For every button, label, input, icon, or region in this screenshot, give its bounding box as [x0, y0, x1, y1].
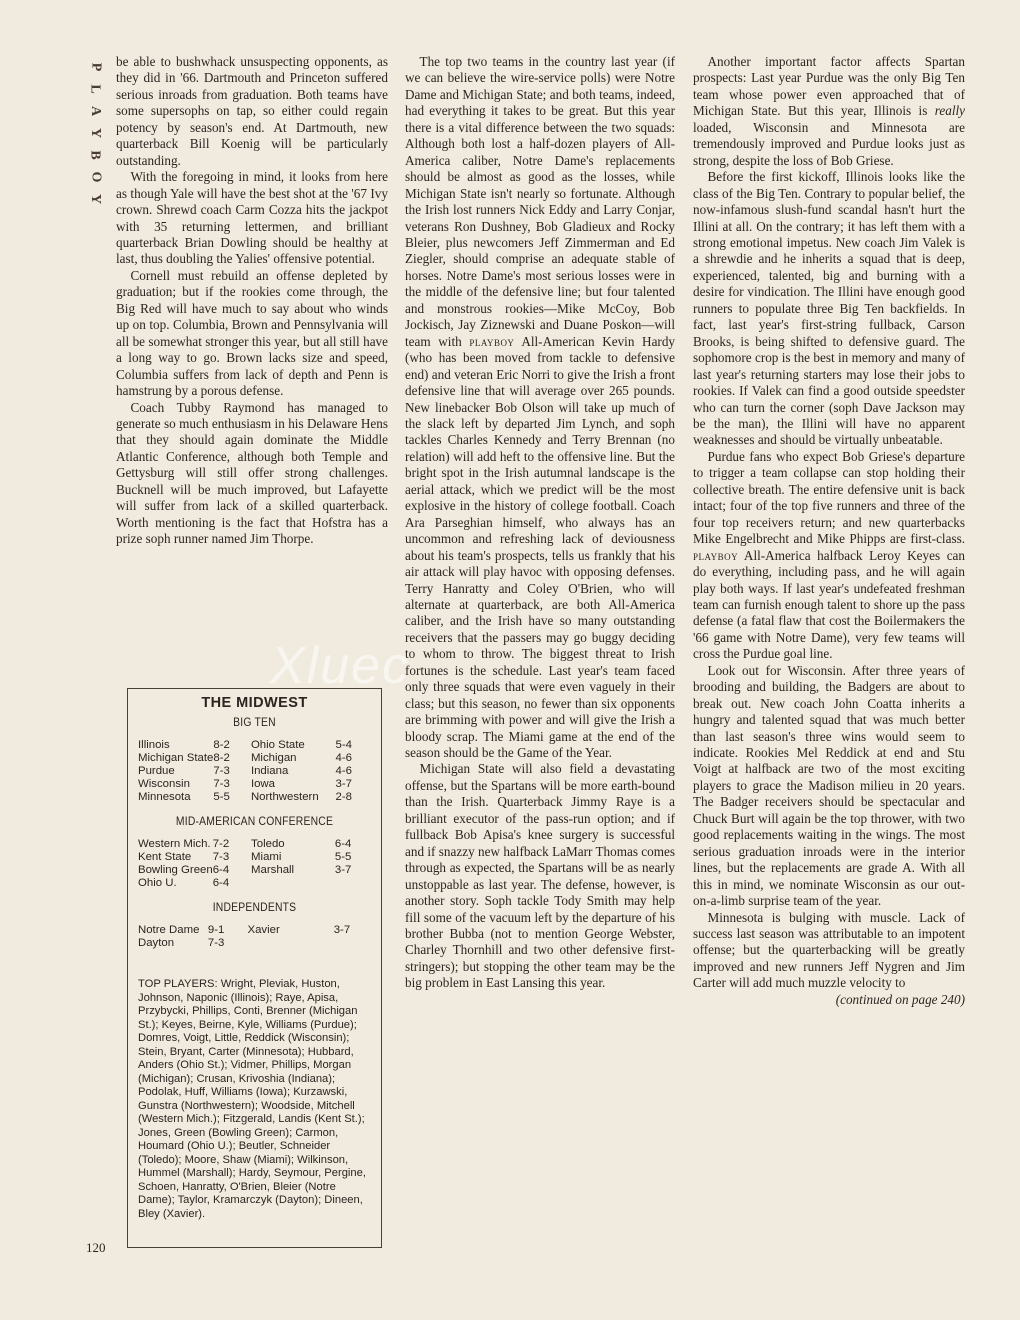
standings-row	[138, 877, 371, 890]
team-record: 6-4	[334, 838, 352, 850]
paragraph: Michigan State will also field a devastating offense, but the Spartans will be more earth-bound than the Irish. Quarterback Jimmy Raye is a brilliant executor of the pass-run option; and if fullback Bob Apisa's knee surgery is successful and if snazzy new halfback LaMarr Thomas comes through as expected, the Spartans will be as nearly unstoppable as last year. The defense, however, is another story. Soph tackle Tody Smith may help fill some of the vacuum left by the departure of his brother Bubba (not to mention George Webster, Charley Thornhill and two other defensive first-stringers); but stopping the other team may be the big problem in East Lansing this year.	[405, 761, 675, 991]
team-name: Indiana	[250, 765, 289, 777]
paragraph: Look out for Wisconsin. After three years of brooding and building, the Badgers are about to break out. New coach John Coatta inherits a hungry and talented squad that was much better than last season's three wins would seem to indicate. Rookies Mel Reddick at end and Stu Voigt at halfback are two of the most exciting players to grace the Madison milieu in 20 years. The Badger receivers should be spectacular and Chuck Burt will again be the top thrower, with two good replacements waiting in the wings. The most serious graduation inroads were in the interior lines, but the replacements are grade A. With all this in mind, we nominate Wisconsin as our out-on-a-limb surprise team of the year.	[693, 662, 965, 909]
standings-row	[138, 924, 371, 937]
team-record: 4-6	[335, 765, 352, 777]
team-name: Michigan State	[138, 752, 214, 764]
playboy-mark: playboy	[693, 548, 739, 563]
paragraph-text: loaded, Wisconsin and Minnesota are tremendously improved and Purdue looks just as strong, despite the loss of Bob Griese.	[693, 119, 965, 168]
team-name: Ohio U.	[138, 877, 177, 889]
team-record: 3-7	[333, 924, 351, 936]
standings-row	[138, 851, 371, 864]
watermark: Xluec	[270, 637, 411, 695]
team-name: Notre Dame	[138, 924, 200, 936]
paragraph: Before the first kickoff, Illinois looks like the class of the Big Ten. Contrary to popular belief, the now-infamous slush-fund scandal hasn't hurt the Illini at all. On the contrary; it has left them with a strong emotional impetus. New coach Jim Valek is a shrewdie and he inherits a squad that is deep, experienced, talented, big and burning with a desire for vindication. The Illini have enough good runners to populate three Big Ten backfields. In fact, last year's first-string fullback, Carson Brooks, is being shifted to defensive guard. The sophomore crop is the best in memory and many of last year's returning starters may lose their jobs to rookies. If Valek can find a good outside speedster who can turn the corner (soph Dave Jackson may be the man), the Illini will have no apparent weaknesses and should be virtually unbeatable.	[693, 169, 965, 448]
team-name: Michigan	[250, 752, 297, 764]
standings-row	[138, 937, 371, 950]
team-record: 6-4	[212, 877, 230, 889]
team-record: 3-7	[334, 864, 352, 876]
team-record: 5-4	[335, 739, 352, 751]
team-name: Marshall	[251, 864, 295, 876]
team-name: Dayton	[138, 937, 175, 949]
team-name: Bowling Green	[138, 864, 213, 876]
team-record: 2-8	[335, 791, 352, 803]
team-record: 8-2	[213, 739, 230, 751]
team-record: 7-3	[213, 778, 230, 790]
spine-letter: P	[88, 62, 103, 72]
team-record: 4-6	[335, 752, 352, 764]
spine-playboy	[84, 56, 103, 210]
standings-row	[138, 778, 371, 791]
emphasis: really	[934, 103, 966, 119]
box-title: THE MIDWEST	[201, 695, 308, 711]
paragraph-text: The top two teams in the country last year (if we can believe the wire-service polls) were Notre Dame and Michigan State; and both teams, indeed, had everything it takes to be great. But this year there is a vital difference between the two squads: Although both lost a half-dozen players of All-America caliber, Notre Dame's replacements should be almost as good as the losses, while Michigan State isn't nearly so fortunate. Although the Irish lost runners Nick Eddy and Larry Conjar, veterans Ron Dushney, Bob Gladieux and Rocky Bleier, plus newcomers Jeff Zimmerman and Ed Ziegler, should comprise an adequate stable of horses. Notre Dame's most serious losses were in the middle of the defensive line; but four talented and monstrous rookies—Mike McCoy, Bob Jockisch, Jay Ziznewski and Duane Poskon—will team with	[405, 54, 675, 349]
independents-table	[138, 924, 371, 950]
team-name: Northwestern	[250, 791, 319, 803]
paragraph-text: Purdue fans who expect Bob Griese's departure to trigger a team collapse can stop holding their collective breath. The entire defensive unit is back intact; four of the top five runners and three of the four top receivers return; and new quarterbacks Mike Engelbrecht and Mike Phipps are first-class.	[693, 448, 965, 547]
spine-letter: A	[88, 105, 103, 117]
column-2	[405, 54, 675, 992]
standings-row	[138, 838, 371, 851]
team-name: Wisconsin	[138, 778, 190, 790]
standings-row	[138, 752, 371, 765]
big-ten-table	[138, 739, 371, 804]
team-record: 5-5	[334, 851, 352, 863]
team-name: Minnesota	[138, 791, 191, 803]
paragraph: be able to bushwhack unsuspecting opponents, as they did in '66. Dartmouth and Princeton suffered serious inroads from graduation. Both teams have some supersophs on tap, so either could regain potency by season's end. At Dartmouth, new quarterback Bill Koenig will be particularly outstanding.	[116, 54, 388, 168]
paragraph-text: All-America halfback Leroy Keyes can do everything, including pass, and he will again play both ways. If last year's undefeated freshman team can furnish enough talent to shore up the pass defense (a fatal flaw that cost the Boilermakers the '66 game with Notre Dame), very few teams will cross the Purdue goal line.	[693, 547, 965, 662]
spine-letter: Y	[88, 127, 103, 139]
column-1	[116, 54, 388, 548]
team-record	[335, 877, 371, 890]
mac-table	[138, 838, 371, 890]
paragraph: Coach Tubby Raymond has managed to generate so much enthusiasm in his Delaware Hens that they should again dominate the Middle Atlantic Conference, although both Temple and Gettysburg will still offer strong challenges. Bucknell will be much improved, but Lafayette will suffer from lack of a skilled quarterback. Worth mentioning is the fact that Hofstra has a prize soph runner named Jim Thorpe.	[116, 399, 388, 547]
team-record: 3-7	[335, 778, 352, 790]
team-record: 9-1	[207, 924, 225, 936]
standings-row	[138, 765, 371, 778]
team-name: Xavier	[247, 924, 280, 936]
team-record: 7-3	[213, 765, 230, 777]
paragraph: With the foregoing in mind, it looks from here as though Yale will have the best shot at the '67 Ivy crown. Shrewd coach Carm Cozza hits the jackpot with 35 returning lettermen, and brilliant quarterback Brian Dowling should be healthy at last, thus doubling the Yalies' offensive potential.	[116, 169, 388, 267]
paragraph	[693, 54, 965, 169]
team-name: Toledo	[251, 838, 285, 850]
paragraph: Cornell must rebuild an offense depleted by graduation; but if the rookies come through, the Big Red will have much to say about who winds up on top. Columbia, Brown and Pennsylvania will all be somewhat stronger this year, but all still have a long way to go. Brown lacks size and speed, Columbia suffers from lack of depth and Penn is hamstrung by a porous defense.	[116, 267, 388, 399]
team-record	[334, 937, 371, 950]
paragraph-text: Another important factor affects Spartan prospects: Last year Purdue was the only Big Ten team whose power even approached that of Michigan State. But this year, Illinois is	[693, 54, 965, 119]
paragraph	[405, 54, 675, 761]
conference-heading: MID-AMERICAN CONFERENCE	[175, 816, 334, 828]
team-name: Illinois	[138, 739, 170, 751]
team-name	[248, 937, 334, 950]
team-record: 5-5	[213, 791, 230, 803]
team-record: 7-2	[212, 838, 230, 850]
playboy-mark: playboy	[469, 334, 515, 349]
midwest-standings-box	[127, 688, 382, 1248]
team-name: Iowa	[250, 778, 275, 790]
column-3	[693, 54, 965, 1008]
team-name: Kent State	[138, 851, 192, 863]
page-number: 120	[86, 1240, 106, 1255]
paragraph: Minnesota is bulging with muscle. Lack of success last season was attributable to an impotent offense; but the quarterbacking will be greatly improved and new runners Jeff Nygren and Jim Carter will add much muzzle velocity to	[693, 909, 965, 991]
team-record: 7-3	[207, 937, 225, 949]
conference-heading: BIG TEN	[233, 717, 276, 729]
paragraph	[693, 449, 965, 663]
standings-row	[138, 864, 371, 877]
team-record: 8-2	[213, 752, 230, 764]
spine-letter: O	[87, 171, 103, 183]
team-name: Western Mich.	[138, 838, 211, 850]
spine-letter: Y	[88, 193, 103, 205]
team-record: 7-3	[212, 851, 230, 863]
standings-row	[138, 739, 371, 752]
team-name: Purdue	[138, 765, 175, 777]
conference-heading: INDEPENDENTS	[212, 902, 297, 914]
continued-note: (continued on page 240)	[835, 991, 965, 1007]
team-name: Miami	[251, 851, 282, 863]
team-name	[251, 877, 335, 890]
spine-letter: B	[88, 150, 103, 160]
team-record: 6-4	[212, 864, 230, 876]
paragraph-text: All-American Kevin Hardy (who has been moved from tackle to defensive end) and veteran Eric Norri to give the Irish a front defensive line that will average over 265 pounds. New linebacker Bob Olson will take up much of the slack left by departed Jim Lynch, and soph tackles Charles Kennedy and Terry Brennan (no relation) will add heft to the offensive line. But the bright spot in the Irish autumnal landscape is the aerial attack, which we predict will be the most explosive in the history of college football. Coach Ara Parseghian himself, who always has an uncommon and refreshing lack of deviousness about his team's prospects, tells us frankly that his air attack will play havoc with opposing defenses. Terry Hanratty and Coley O'Brien, who will alternate at quarterback, are both All-America caliber, and the Irish have so many outstanding receivers that the passers may go buggy deciding to whom to throw. The biggest threat to Irish fortunes is the schedule. Last year's team faced only three squads that were even vaguely in their class; but this season, no fewer than six opponents are brimming with power and will give the Irish a bloody scrap. The Miami game at the end of the season should be the Game of the Year.	[405, 333, 676, 761]
top-players: TOP PLAYERS: Wright, Pleviak, Huston, Johnson, Naponic (Illinois); Raye, Apisa, Przybycki, Phillips, Conti, Brenner (Michigan St.); Keyes, Beirne, Kyle, Williams (Purdue); Domres, Voigt, Little, Reddick (Wisconsin); Stein, Bryant, Carter (Minnesota); Hubbard, Anders (Ohio St.); Vidmer, Phillips, Morgan (Michigan); Crusan, Krivoshia (Indiana); Podolak, Huff, Williams (Iowa); Kurzawski, Gunstra (Northwestern); Woodside, Mitchell (Western Mich.); Fitzgerald, Landis (Kent St.); Jones, Green (Bowling Green); Carmon, Houmard (Ohio U.); Beutler, Schneider (Toledo); Moore, Shaw (Miami); Wilkinson, Hummel (Marshall); Hardy, Seymour, Pergine, Schoen, Hanratty, O'Brien, Bleier (Notre Dame); Taylor, Kramarczyk (Dayton); Dineen, Bley (Xavier).	[138, 978, 366, 1220]
spine-letter: L	[88, 84, 103, 94]
team-name: Ohio State	[250, 739, 305, 751]
standings-row	[138, 791, 371, 804]
